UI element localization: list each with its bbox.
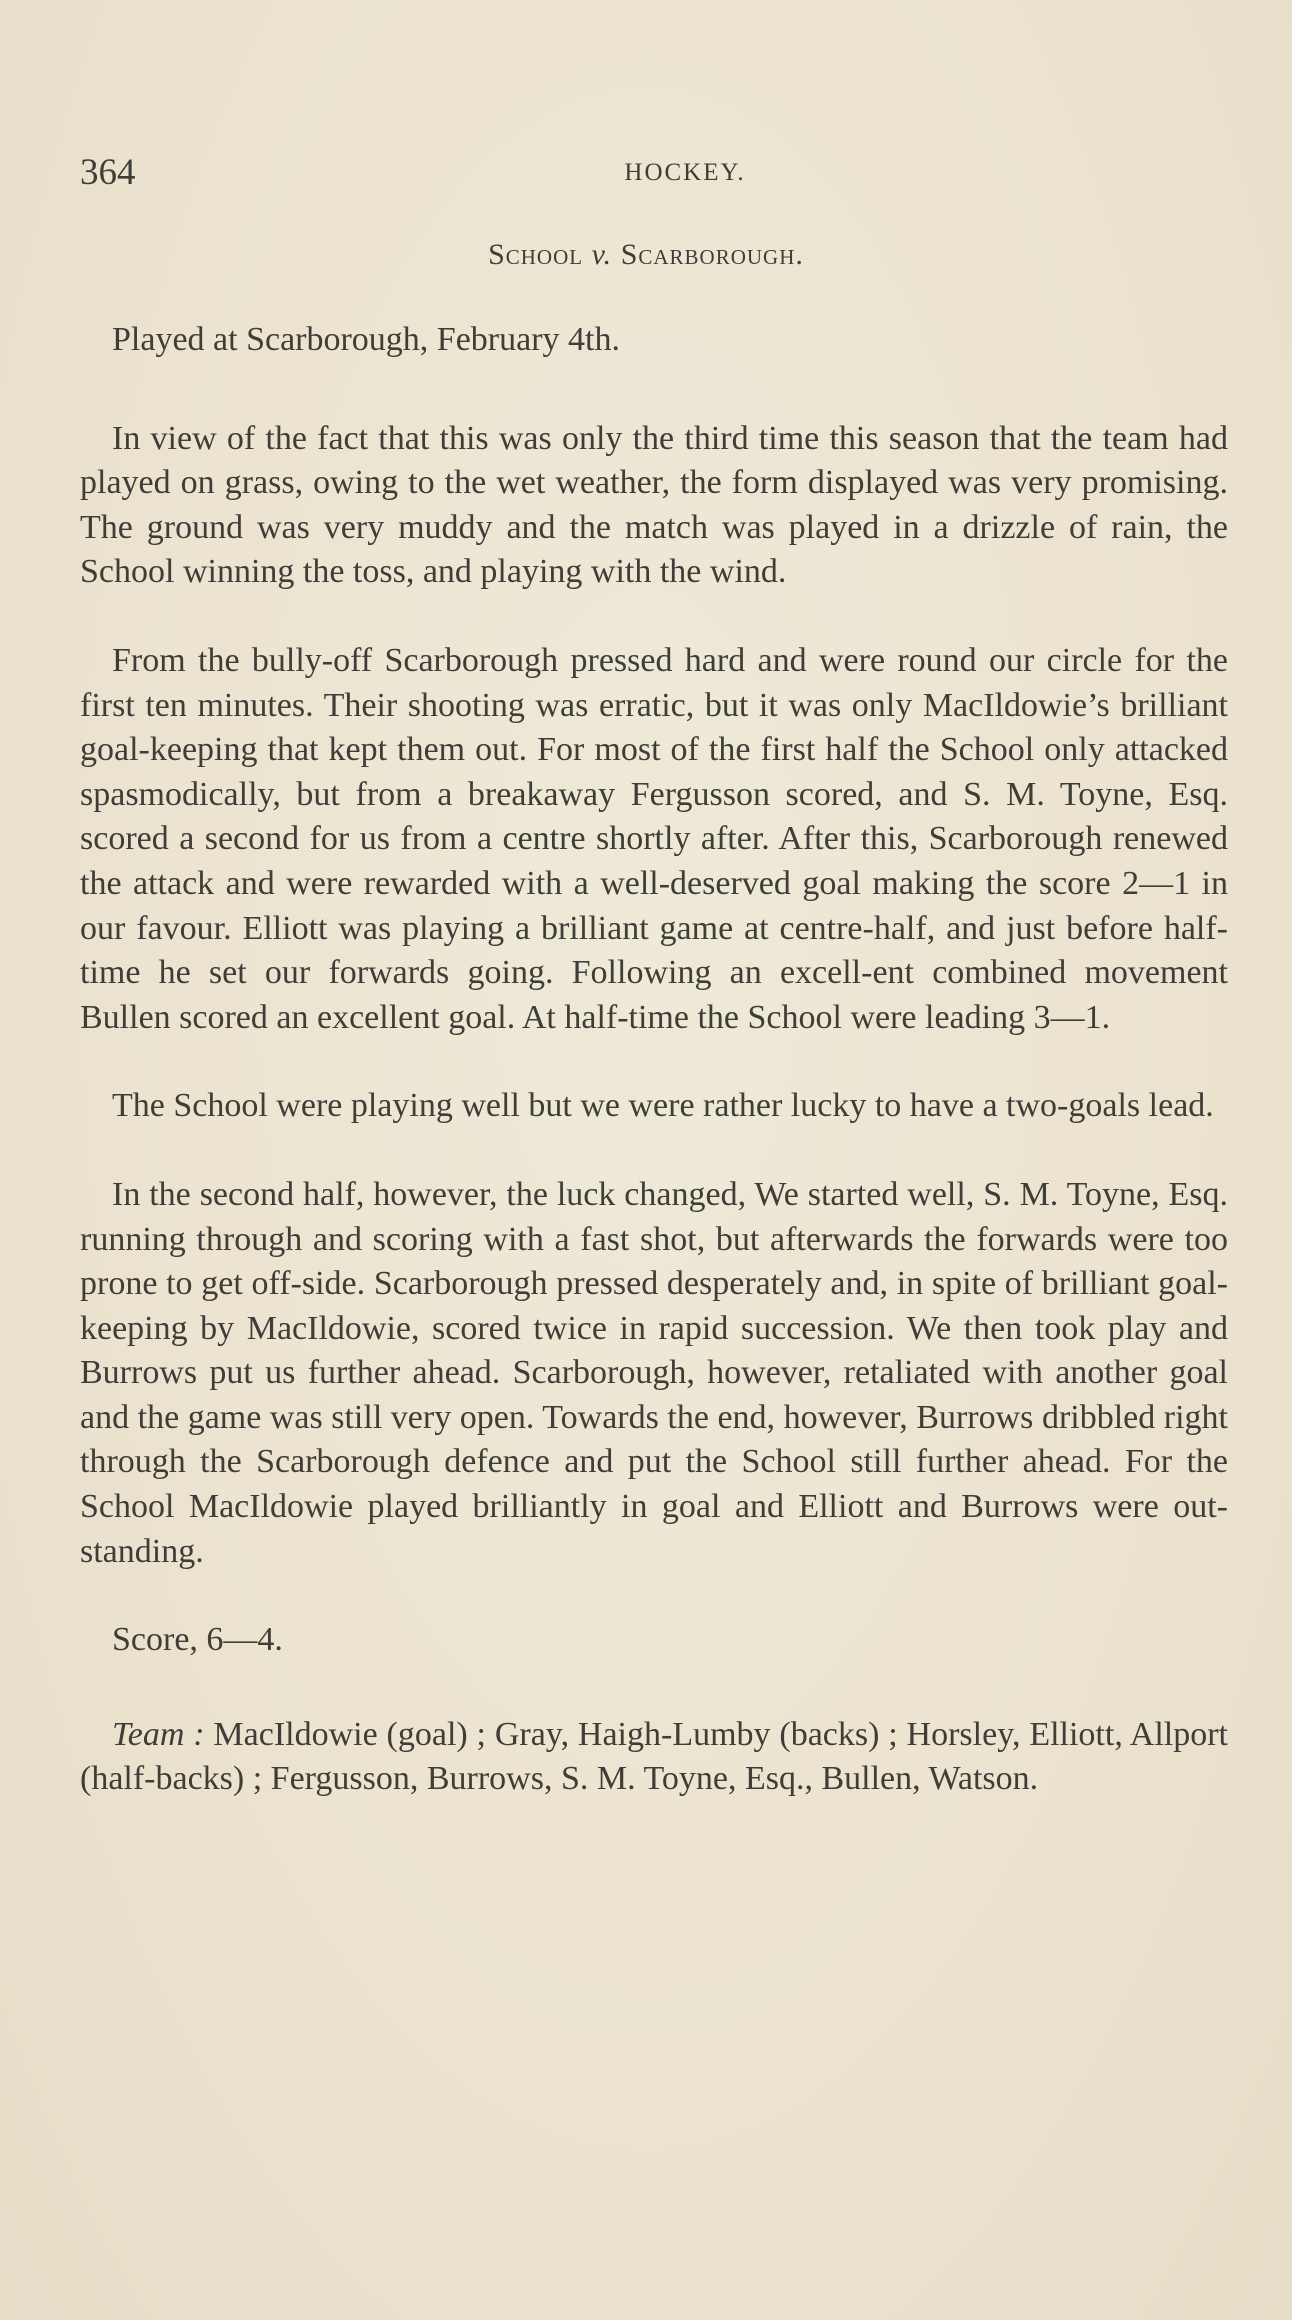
page-header — [80, 148, 1230, 198]
half-time-paragraph: The School were playing well but we were rather lucky to have a two-goals lead. — [112, 1087, 1214, 1125]
first-half-paragraph: From the bully-off Scarborough pressed hard and were round our circle for the first ten minutes. Their shooting was erratic, but it was only MacIldowie’s brilliant goal-keeping that kept them out. For most of the first half the School only attacked spasmodically, but from a breakaway Fergusson scored, and S. M. Toyne, Esq. scored a second for us from a centre shortly after. After this, Scarborough renewed the attack and were rewarded with a well-deserved goal making the score 2—1 in our favour. Elliott was playing a brilliant game at centre-half, and just before half-time he set our forwards going. Following an excell-ent combined movement Bullen scored an excellent goal. At half-time the School were leading 3—1. — [80, 641, 1228, 1036]
title-versus: v. — [591, 238, 613, 271]
team-list: MacIldowie (goal) ; Gray, Haigh-Lumby (backs) ; Horsley, Elliott, Allport (half-backs) ; Fergusson, Burrows, S. M. Toyne, Esq., Bullen, Watson. — [80, 1715, 1228, 1798]
page-number: 364 — [80, 152, 136, 193]
second-half-paragraph: In the second half, however, the luck changed, We started well, S. M. Toyne, Esq. running through and scoring with a fast shot, but afterwards the forwards were too prone to get off-side. Scarborough pressed desperately and, in spite of brilliant goal-keeping by MacIldowie, scored twice in rapid succession. We then took play and Burrows put us further ahead. Scarborough, however, retaliated with another goal and the game was still very open. Towards the end, however, Burrows dribbled right through the Scarborough defence and put the School still further ahead. For the School MacIldowie played brilliantly in goal and Elliott and Burrows were out-standing. — [80, 1175, 1228, 1570]
team-label: Team : — [112, 1715, 205, 1753]
running-head: HOCKEY. — [624, 159, 746, 186]
title-opponent: Scarborough. — [620, 238, 804, 271]
match-venue-paragraph: Played at Scarborough, February 4th. — [112, 321, 620, 358]
article-title — [0, 233, 1292, 277]
conditions-paragraph: In view of the fact that this was only the third time this season that the team had played on grass, owing to the wet weather, the form displayed was very promising. The ground was very muddy and the match was played in a drizzle of rain, the School winning the toss, and playing with the wind. — [80, 419, 1228, 591]
article-body — [80, 318, 1228, 1846]
final-score-paragraph: Score, 6—4. — [112, 1621, 283, 1659]
team-paragraph — [80, 1713, 1228, 1802]
title-school: School — [488, 238, 584, 271]
